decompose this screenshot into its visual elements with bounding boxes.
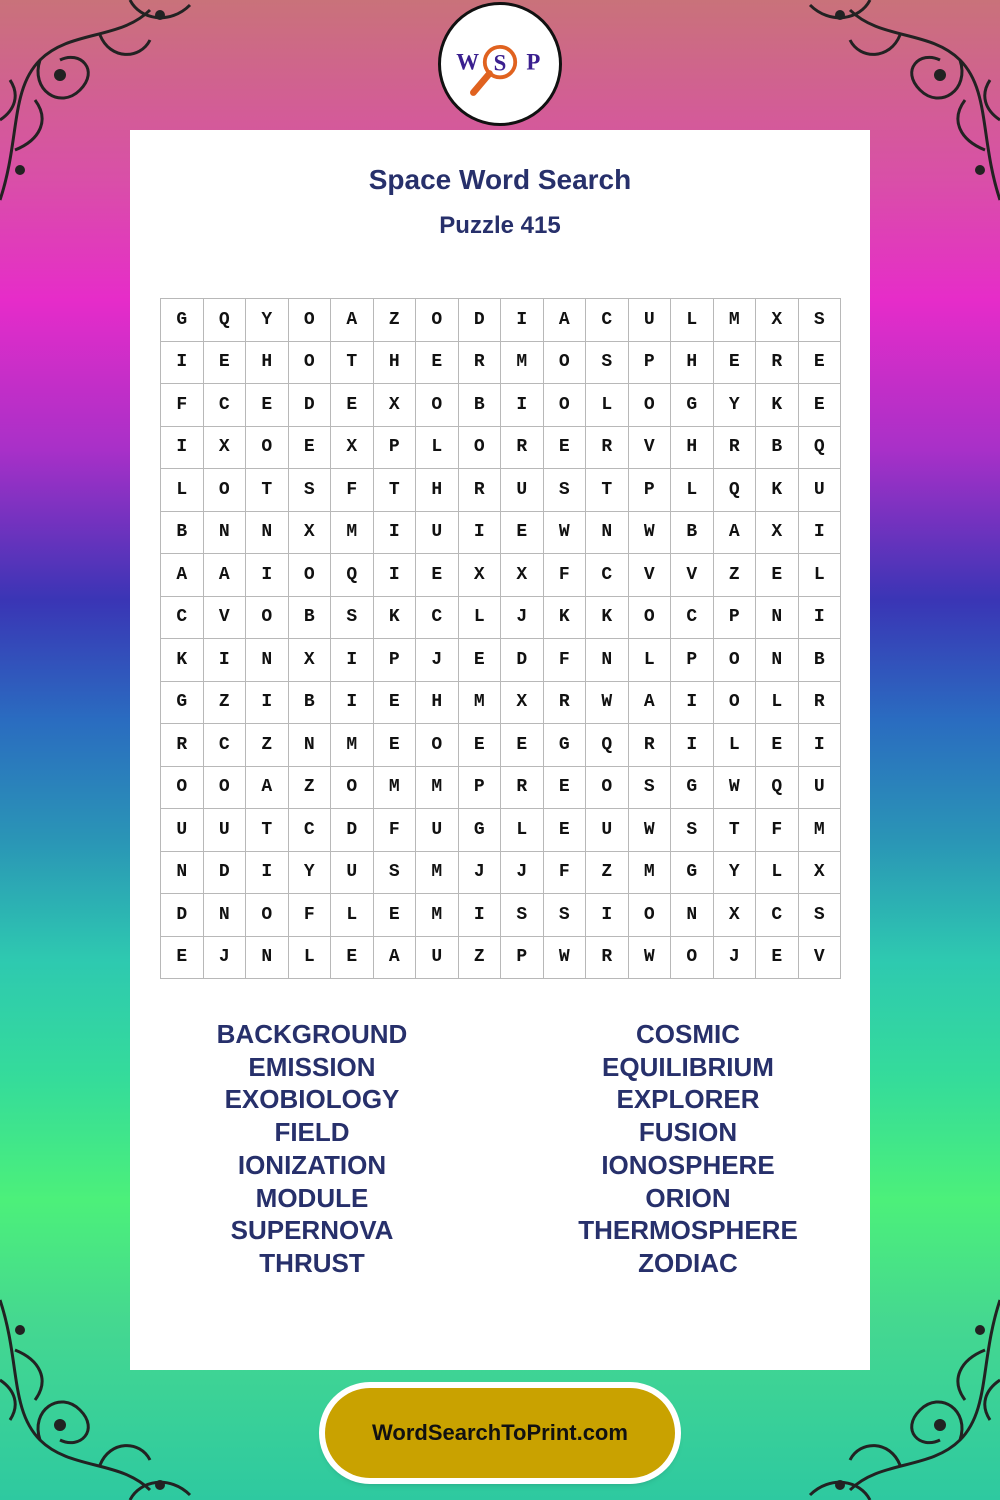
grid-cell[interactable]: D (204, 852, 247, 895)
grid-cell[interactable]: W (629, 512, 672, 555)
grid-cell[interactable]: Q (204, 299, 247, 342)
grid-cell[interactable]: Z (459, 937, 502, 980)
grid-cell[interactable]: W (714, 767, 757, 810)
grid-cell[interactable]: A (714, 512, 757, 555)
grid-cell[interactable]: F (544, 554, 587, 597)
grid-cell[interactable]: R (714, 427, 757, 470)
word-list-item: EMISSION (248, 1051, 376, 1082)
grid-cell[interactable]: S (671, 809, 714, 852)
grid-cell[interactable]: H (416, 682, 459, 725)
grid-cell[interactable]: R (459, 342, 502, 385)
grid-cell[interactable]: G (671, 852, 714, 895)
grid-cell[interactable]: L (289, 937, 332, 980)
grid-cell[interactable]: L (671, 469, 714, 512)
grid-cell[interactable]: T (246, 809, 289, 852)
grid-cell[interactable]: B (289, 597, 332, 640)
grid-cell[interactable]: M (799, 809, 842, 852)
grid-cell[interactable]: F (289, 894, 332, 937)
grid-cell[interactable]: B (671, 512, 714, 555)
grid-cell[interactable]: E (501, 724, 544, 767)
grid-cell[interactable]: U (161, 809, 204, 852)
grid-cell[interactable]: I (799, 724, 842, 767)
grid-cell[interactable]: O (544, 384, 587, 427)
grid-cell[interactable]: E (501, 512, 544, 555)
grid-cell[interactable]: Z (714, 554, 757, 597)
grid-cell[interactable]: F (544, 852, 587, 895)
grid-cell[interactable]: R (544, 682, 587, 725)
grid-cell[interactable]: O (714, 639, 757, 682)
grid-cell[interactable]: L (714, 724, 757, 767)
grid-cell[interactable]: U (416, 512, 459, 555)
grid-cell[interactable]: O (586, 767, 629, 810)
grid-cell[interactable]: N (289, 724, 332, 767)
grid-cell[interactable]: V (799, 937, 842, 980)
grid-cell[interactable]: C (586, 554, 629, 597)
grid-cell[interactable]: S (629, 767, 672, 810)
grid-cell[interactable]: Z (586, 852, 629, 895)
grid-cell[interactable]: K (586, 597, 629, 640)
grid-cell[interactable]: O (416, 384, 459, 427)
grid-cell[interactable]: I (671, 724, 714, 767)
grid-cell[interactable]: N (586, 639, 629, 682)
grid-cell[interactable]: L (501, 809, 544, 852)
word-list-item: MODULE (255, 1182, 369, 1213)
word-list-item: THRUST (259, 1247, 365, 1278)
grid-cell[interactable]: M (416, 894, 459, 937)
grid-cell[interactable]: M (331, 512, 374, 555)
grid-cell[interactable]: M (416, 852, 459, 895)
grid-cell[interactable]: H (671, 427, 714, 470)
logo-letter-p: P (526, 49, 541, 75)
grid-cell[interactable]: N (204, 894, 247, 937)
grid-cell[interactable]: I (331, 682, 374, 725)
grid-cell[interactable]: O (629, 384, 672, 427)
grid-cell[interactable]: I (501, 384, 544, 427)
grid-cell[interactable]: S (586, 342, 629, 385)
grid-cell[interactable]: E (246, 384, 289, 427)
grid-cell[interactable]: C (161, 597, 204, 640)
grid-cell[interactable]: X (331, 427, 374, 470)
word-list-item: IONIZATION (237, 1149, 387, 1180)
grid-cell[interactable]: K (544, 597, 587, 640)
grid-cell[interactable]: R (501, 427, 544, 470)
grid-cell[interactable]: O (714, 682, 757, 725)
grid-cell[interactable]: O (289, 554, 332, 597)
grid-cell[interactable]: O (331, 767, 374, 810)
grid-cell[interactable]: V (671, 554, 714, 597)
grid-cell[interactable]: C (204, 724, 247, 767)
grid-cell[interactable]: M (501, 342, 544, 385)
grid-cell[interactable]: D (331, 809, 374, 852)
grid-cell[interactable]: P (629, 342, 672, 385)
grid-cell[interactable]: H (246, 342, 289, 385)
grid-cell[interactable]: O (459, 427, 502, 470)
grid-cell[interactable]: U (204, 809, 247, 852)
grid-cell[interactable]: R (799, 682, 842, 725)
grid-cell[interactable]: P (459, 767, 502, 810)
page-title: Space Word Search (368, 164, 632, 195)
grid-cell[interactable]: K (756, 469, 799, 512)
word-list-left (162, 1018, 462, 1280)
grid-cell[interactable]: R (161, 724, 204, 767)
grid-cell[interactable]: O (416, 724, 459, 767)
grid-cell[interactable]: L (756, 682, 799, 725)
grid-cell[interactable]: E (161, 937, 204, 980)
grid-cell[interactable]: E (756, 937, 799, 980)
grid-cell[interactable]: O (289, 342, 332, 385)
grid-cell[interactable]: T (374, 469, 417, 512)
grid-cell[interactable]: S (799, 299, 842, 342)
grid-cell[interactable]: P (714, 597, 757, 640)
grid-cell[interactable]: N (204, 512, 247, 555)
grid-cell[interactable]: R (586, 937, 629, 980)
grid-cell[interactable]: B (289, 682, 332, 725)
grid-cell[interactable]: U (416, 937, 459, 980)
grid-cell[interactable]: I (331, 639, 374, 682)
grid-cell[interactable]: S (501, 894, 544, 937)
grid-cell[interactable]: C (416, 597, 459, 640)
grid-cell[interactable]: P (374, 639, 417, 682)
wsp-logo (438, 2, 562, 126)
grid-cell[interactable]: E (416, 554, 459, 597)
grid-cell[interactable]: C (204, 384, 247, 427)
grid-cell[interactable]: X (204, 427, 247, 470)
grid-cell[interactable]: X (459, 554, 502, 597)
grid-cell[interactable]: A (629, 682, 672, 725)
grid-cell[interactable]: J (714, 937, 757, 980)
grid-cell[interactable]: I (161, 427, 204, 470)
grid-cell[interactable]: T (714, 809, 757, 852)
grid-cell[interactable]: S (374, 852, 417, 895)
grid-cell[interactable]: N (756, 639, 799, 682)
grid-cell[interactable]: F (544, 639, 587, 682)
grid-cell[interactable]: R (501, 767, 544, 810)
puzzle-card (130, 130, 870, 1370)
grid-cell[interactable]: I (459, 512, 502, 555)
grid-cell[interactable]: O (416, 299, 459, 342)
grid-cell[interactable]: Q (756, 767, 799, 810)
grid-cell[interactable]: N (586, 512, 629, 555)
grid-cell[interactable]: Q (799, 427, 842, 470)
grid-cell[interactable]: U (331, 852, 374, 895)
site-link-button[interactable] (325, 1388, 675, 1478)
grid-cell[interactable]: D (501, 639, 544, 682)
word-list-item: COSMIC (636, 1019, 740, 1049)
grid-cell[interactable]: E (459, 639, 502, 682)
grid-cell[interactable]: N (671, 894, 714, 937)
grid-cell[interactable]: A (246, 767, 289, 810)
grid-cell[interactable]: V (629, 554, 672, 597)
grid-cell[interactable]: E (374, 682, 417, 725)
grid-cell[interactable]: I (204, 639, 247, 682)
grid-cell[interactable]: A (544, 299, 587, 342)
grid-cell[interactable]: X (799, 852, 842, 895)
grid-cell[interactable]: M (331, 724, 374, 767)
letter-grid (160, 298, 841, 979)
grid-cell[interactable]: D (289, 384, 332, 427)
grid-cell[interactable]: L (799, 554, 842, 597)
grid-cell[interactable]: L (161, 469, 204, 512)
grid-cell[interactable]: S (544, 894, 587, 937)
grid-cell[interactable]: O (161, 767, 204, 810)
grid-cell[interactable]: L (459, 597, 502, 640)
logo-letter-s: S (493, 50, 507, 76)
grid-cell[interactable]: B (756, 427, 799, 470)
grid-cell[interactable]: E (331, 384, 374, 427)
word-list-item: FUSION (638, 1117, 738, 1148)
grid-cell[interactable]: I (161, 342, 204, 385)
word-list-item: ZODIAC (638, 1247, 738, 1278)
grid-cell[interactable]: X (501, 554, 544, 597)
grid-cell[interactable]: L (586, 384, 629, 427)
grid-cell[interactable]: X (289, 639, 332, 682)
grid-cell[interactable]: E (331, 937, 374, 980)
grid-cell[interactable]: E (459, 724, 502, 767)
grid-cell[interactable]: C (671, 597, 714, 640)
grid-cell[interactable]: I (501, 299, 544, 342)
grid-cell[interactable]: X (756, 512, 799, 555)
grid-cell[interactable]: O (671, 937, 714, 980)
grid-cell[interactable]: E (416, 342, 459, 385)
grid-cell[interactable]: P (374, 427, 417, 470)
grid-cell[interactable]: U (501, 469, 544, 512)
grid-cell[interactable]: L (756, 852, 799, 895)
grid-cell[interactable]: E (756, 724, 799, 767)
grid-cell[interactable]: O (204, 767, 247, 810)
grid-cell[interactable]: I (459, 894, 502, 937)
grid-cell[interactable]: Q (331, 554, 374, 597)
grid-cell[interactable]: J (416, 639, 459, 682)
grid-cell[interactable]: V (204, 597, 247, 640)
grid-cell[interactable]: S (331, 597, 374, 640)
grid-cell[interactable]: L (416, 427, 459, 470)
grid-cell[interactable]: J (501, 852, 544, 895)
word-list-item: EQUILIBRIUM (602, 1051, 774, 1082)
grid-cell[interactable]: T (331, 342, 374, 385)
grid-cell[interactable]: G (671, 767, 714, 810)
grid-cell[interactable]: R (586, 427, 629, 470)
grid-cell[interactable]: E (544, 809, 587, 852)
grid-cell[interactable]: U (799, 469, 842, 512)
grid-cell[interactable]: I (246, 682, 289, 725)
word-list-item: EXOBIOLOGY (224, 1084, 400, 1115)
grid-cell[interactable]: X (374, 384, 417, 427)
grid-cell[interactable]: K (756, 384, 799, 427)
site-link-label: WordSearchToPrint.com (372, 1420, 628, 1445)
grid-cell[interactable]: M (459, 682, 502, 725)
grid-cell[interactable]: P (629, 469, 672, 512)
grid-cell[interactable]: E (374, 894, 417, 937)
grid-cell[interactable]: J (204, 937, 247, 980)
grid-cell[interactable]: Z (204, 682, 247, 725)
grid-cell[interactable]: O (246, 427, 289, 470)
grid-cell[interactable]: A (161, 554, 204, 597)
grid-cell[interactable]: B (161, 512, 204, 555)
grid-cell[interactable]: F (161, 384, 204, 427)
grid-cell[interactable]: O (544, 342, 587, 385)
grid-cell[interactable]: I (246, 852, 289, 895)
grid-cell[interactable]: F (331, 469, 374, 512)
grid-cell[interactable]: B (799, 639, 842, 682)
grid-cell[interactable]: X (501, 682, 544, 725)
grid-cell[interactable]: Y (289, 852, 332, 895)
grid-cell[interactable]: G (459, 809, 502, 852)
grid-cell[interactable]: C (756, 894, 799, 937)
grid-cell[interactable]: U (799, 767, 842, 810)
grid-cell[interactable]: N (756, 597, 799, 640)
grid-cell[interactable]: Y (714, 852, 757, 895)
grid-cell[interactable]: E (544, 427, 587, 470)
grid-cell[interactable]: L (331, 894, 374, 937)
grid-cell[interactable]: W (586, 682, 629, 725)
grid-cell[interactable]: T (586, 469, 629, 512)
grid-cell[interactable]: T (246, 469, 289, 512)
grid-cell[interactable]: G (161, 299, 204, 342)
grid-cell[interactable]: S (799, 894, 842, 937)
grid-cell[interactable]: L (629, 639, 672, 682)
grid-cell[interactable]: W (544, 512, 587, 555)
grid-cell[interactable]: L (671, 299, 714, 342)
grid-cell[interactable]: E (756, 554, 799, 597)
grid-cell[interactable]: E (204, 342, 247, 385)
grid-cell[interactable]: I (374, 512, 417, 555)
grid-cell[interactable]: M (629, 852, 672, 895)
grid-cell[interactable]: O (629, 597, 672, 640)
word-list-item: SUPERNOVA (230, 1215, 394, 1246)
grid-cell[interactable]: Q (714, 469, 757, 512)
grid-cell[interactable]: W (629, 809, 672, 852)
grid-cell[interactable]: H (416, 469, 459, 512)
grid-cell[interactable]: E (714, 342, 757, 385)
grid-cell[interactable]: Z (289, 767, 332, 810)
grid-cell[interactable]: C (586, 299, 629, 342)
grid-cell[interactable]: X (714, 894, 757, 937)
grid-cell[interactable]: G (544, 724, 587, 767)
grid-cell[interactable]: E (374, 724, 417, 767)
grid-cell[interactable]: W (629, 937, 672, 980)
word-list-item: EXPLORER (616, 1084, 760, 1115)
grid-cell[interactable]: P (671, 639, 714, 682)
grid-cell[interactable]: E (799, 384, 842, 427)
grid-cell[interactable]: I (374, 554, 417, 597)
puzzle-number: Puzzle 415 (439, 212, 561, 239)
grid-cell[interactable]: A (204, 554, 247, 597)
grid-cell[interactable]: K (374, 597, 417, 640)
word-list-item: THERMOSPHERE (578, 1215, 798, 1246)
logo-letter-w: W (456, 49, 480, 75)
grid-cell[interactable]: S (544, 469, 587, 512)
grid-cell[interactable]: G (161, 682, 204, 725)
grid-cell[interactable]: X (289, 512, 332, 555)
grid-cell[interactable]: U (416, 809, 459, 852)
grid-cell[interactable]: N (246, 639, 289, 682)
grid-cell[interactable]: E (544, 767, 587, 810)
grid-cell[interactable]: O (246, 597, 289, 640)
grid-cell[interactable]: O (246, 894, 289, 937)
grid-cell[interactable]: N (246, 512, 289, 555)
grid-cell[interactable]: J (501, 597, 544, 640)
grid-cell[interactable]: J (459, 852, 502, 895)
grid-cell[interactable]: K (161, 639, 204, 682)
grid-cell[interactable]: P (501, 937, 544, 980)
grid-cell[interactable]: B (459, 384, 502, 427)
grid-cell[interactable]: E (799, 342, 842, 385)
grid-cell[interactable]: R (459, 469, 502, 512)
grid-cell[interactable]: R (629, 724, 672, 767)
grid-cell[interactable]: N (246, 937, 289, 980)
grid-cell[interactable]: Z (246, 724, 289, 767)
word-list-item: ORION (645, 1182, 731, 1213)
grid-cell[interactable]: Q (586, 724, 629, 767)
grid-cell[interactable]: D (161, 894, 204, 937)
grid-cell[interactable]: C (289, 809, 332, 852)
grid-cell[interactable]: N (161, 852, 204, 895)
grid-cell[interactable]: I (246, 554, 289, 597)
grid-cell[interactable]: O (629, 894, 672, 937)
grid-cell[interactable]: E (289, 427, 332, 470)
grid-cell[interactable]: F (756, 809, 799, 852)
grid-cell[interactable]: I (799, 597, 842, 640)
word-list-right (538, 1018, 838, 1280)
word-list-item: IONOSPHERE (601, 1149, 775, 1180)
grid-cell[interactable]: U (586, 809, 629, 852)
grid-cell[interactable]: A (374, 937, 417, 980)
grid-cell[interactable]: D (459, 299, 502, 342)
grid-cell[interactable]: Z (374, 299, 417, 342)
grid-cell[interactable]: G (671, 384, 714, 427)
grid-cell[interactable]: X (756, 299, 799, 342)
word-list-item: BACKGROUND (216, 1019, 408, 1049)
grid-cell[interactable]: Y (714, 384, 757, 427)
grid-cell[interactable]: M (374, 767, 417, 810)
word-list-item: FIELD (274, 1117, 350, 1148)
grid-cell[interactable]: V (629, 427, 672, 470)
grid-cell[interactable]: O (204, 469, 247, 512)
grid-cell[interactable]: F (374, 809, 417, 852)
grid-cell[interactable]: W (544, 937, 587, 980)
grid-cell[interactable]: O (289, 299, 332, 342)
grid-cell[interactable]: M (416, 767, 459, 810)
grid-cell[interactable]: I (586, 894, 629, 937)
grid-cell[interactable]: I (671, 682, 714, 725)
grid-cell[interactable]: R (756, 342, 799, 385)
grid-cell[interactable]: M (714, 299, 757, 342)
grid-cell[interactable]: H (374, 342, 417, 385)
grid-cell[interactable]: S (289, 469, 332, 512)
grid-cell[interactable]: A (331, 299, 374, 342)
grid-cell[interactable]: Y (246, 299, 289, 342)
grid-cell[interactable]: H (671, 342, 714, 385)
grid-cell[interactable]: U (629, 299, 672, 342)
grid-cell[interactable]: I (799, 512, 842, 555)
